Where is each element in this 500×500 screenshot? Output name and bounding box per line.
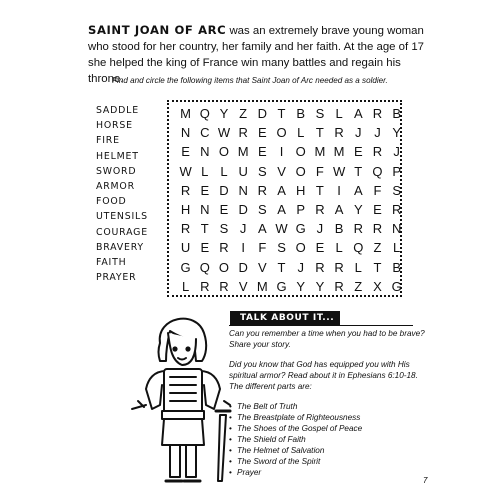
grid-letter[interactable]: G (276, 278, 287, 294)
grid-letter[interactable]: J (297, 259, 304, 275)
grid-letter[interactable]: A (277, 182, 286, 198)
grid-letter[interactable]: E (353, 144, 363, 160)
grid-letter[interactable]: J (374, 125, 381, 141)
grid-letter[interactable]: U (180, 240, 191, 256)
grid-row (176, 162, 406, 181)
bullet-icon: • (229, 413, 232, 422)
talk-question: Can you remember a time when you had to be brave? Share your story. (229, 329, 425, 349)
word-item: HORSE (96, 120, 133, 132)
grid-letter[interactable]: O (276, 125, 287, 141)
grid-letter[interactable]: B (296, 106, 306, 121)
grid-letter[interactable]: F (373, 182, 382, 198)
grid-letter[interactable]: W (179, 163, 192, 179)
grid-letter[interactable]: R (238, 125, 248, 141)
grid-letter[interactable]: R (334, 125, 344, 141)
grid-letter[interactable]: F (258, 240, 267, 256)
page-number: 7 (423, 476, 428, 485)
grid-letter[interactable]: R (334, 278, 344, 294)
grid-letter[interactable]: S (219, 221, 229, 237)
grid-letter[interactable]: L (354, 259, 362, 275)
grid-letter[interactable]: Y (353, 201, 363, 217)
word-item: FAITH (96, 256, 127, 268)
grid-letter[interactable]: L (220, 163, 228, 179)
grid-letter[interactable]: Y (296, 278, 306, 294)
grid-letter[interactable]: Z (239, 106, 248, 121)
grid-letter[interactable]: T (354, 163, 363, 179)
grid-letter[interactable]: M (256, 278, 268, 294)
grid-letter[interactable]: S (258, 201, 267, 217)
grid-letter[interactable]: H (180, 201, 191, 217)
grid-letter[interactable]: D (238, 201, 248, 217)
word-item: HELMET (96, 150, 139, 162)
grid-row (176, 123, 406, 142)
grid-letter[interactable]: S (392, 182, 401, 198)
grid-letter[interactable]: A (353, 182, 363, 198)
grid-row (176, 104, 406, 123)
grid-letter[interactable]: R (315, 259, 325, 275)
word-item: FIRE (96, 135, 120, 147)
grid-letter[interactable]: E (200, 240, 210, 256)
grid-row (176, 258, 406, 277)
armor-list-item: • The Shoes of the Gospel of Peace (229, 424, 363, 433)
grid-letter[interactable]: R (353, 221, 363, 237)
grid-letter[interactable]: R (180, 182, 191, 198)
grid-letter[interactable]: M (333, 144, 345, 160)
grid-letter[interactable]: R (372, 144, 383, 160)
grid-letter[interactable]: J (316, 221, 324, 237)
word-item: SADDLE (96, 105, 139, 116)
grid-letter[interactable]: E (258, 144, 267, 160)
word-item: ARMOR (96, 180, 135, 192)
grid-letter[interactable]: E (200, 182, 210, 198)
bullet-icon: • (229, 435, 232, 444)
grid-letter[interactable]: E (181, 144, 190, 160)
grid-letter[interactable]: Q (372, 163, 383, 179)
grid-letter[interactable]: P (392, 163, 401, 179)
armor-list-item: • The Breastplate of Righteousness (229, 413, 361, 422)
grid-letter[interactable]: M (237, 144, 249, 160)
grid-letter[interactable]: A (353, 106, 363, 121)
grid-letter[interactable]: W (275, 221, 288, 237)
intro-lead: SAINT JOAN OF ARC (88, 23, 227, 37)
grid-letter[interactable]: G (295, 221, 306, 237)
word-item: FOOD (96, 196, 127, 208)
grid-letter[interactable]: T (315, 125, 324, 141)
grid-letter[interactable]: D (219, 182, 229, 198)
grid-letter[interactable]: T (315, 182, 324, 198)
grid-letter[interactable]: Q (199, 106, 210, 121)
grid-letter[interactable]: I (241, 240, 245, 256)
grid-letter[interactable]: J (239, 221, 247, 237)
grid-letter[interactable]: H (296, 182, 306, 198)
grid-letter[interactable]: A (277, 201, 286, 217)
grid-letter[interactable]: R (372, 106, 383, 121)
grid-letter[interactable]: D (257, 106, 268, 121)
grid-letter[interactable]: D (238, 259, 248, 275)
bullet-icon: • (229, 402, 232, 411)
word-item: UTENSILS (96, 211, 148, 223)
grid-letter[interactable]: J (393, 144, 400, 160)
grid-letter[interactable]: S (277, 240, 286, 256)
grid-letter[interactable]: R (200, 278, 210, 294)
grid-letter[interactable]: V (238, 278, 248, 294)
grid-letter[interactable]: N (391, 221, 402, 237)
grid-letter[interactable]: W (217, 125, 231, 141)
talk-section (229, 328, 425, 478)
grid-row (176, 238, 406, 257)
grid-letter[interactable]: Y (315, 278, 325, 294)
grid-letter[interactable]: F (315, 163, 324, 179)
grid-letter[interactable]: E (315, 240, 325, 256)
grid-letter[interactable]: R (219, 278, 229, 294)
grid-letter[interactable]: I (337, 182, 341, 198)
grid-letter[interactable]: R (315, 201, 325, 217)
grid-letter[interactable]: R (372, 221, 383, 237)
grid-letter[interactable]: T (373, 259, 382, 275)
grid-letter[interactable]: N (180, 125, 191, 141)
grid-letter[interactable]: R (334, 259, 344, 275)
grid-row (176, 142, 406, 161)
grid-letter[interactable]: L (181, 278, 190, 294)
grid-letter[interactable]: T (277, 106, 286, 121)
grid-letter[interactable]: O (218, 144, 230, 160)
grid-letter[interactable]: O (295, 144, 306, 160)
grid-letter[interactable]: Z (373, 240, 382, 256)
grid-letter[interactable]: C (200, 125, 210, 141)
grid-letter[interactable]: E (373, 201, 382, 217)
grid-letter[interactable]: B (392, 106, 401, 121)
bullet-icon: • (229, 468, 232, 477)
grid-letter[interactable]: J (355, 125, 362, 141)
grid-letter[interactable]: B (392, 259, 401, 275)
grid-letter[interactable]: O (218, 259, 230, 275)
grid-letter[interactable]: S (315, 106, 325, 121)
joan-of-arc-illustration (126, 305, 236, 495)
grid-letter[interactable]: S (258, 163, 267, 179)
talk-about-it-badge: TALK ABOUT IT... (230, 311, 340, 325)
grid-letter[interactable]: O (295, 163, 306, 179)
grid-row (176, 181, 406, 200)
grid-letter[interactable]: V (277, 163, 286, 179)
grid-letter[interactable]: V (258, 259, 267, 275)
grid-letter[interactable]: M (180, 106, 192, 121)
grid-row (176, 219, 406, 238)
armor-list-item: • The Belt of Truth (229, 402, 298, 411)
bullet-icon: • (229, 446, 232, 455)
grid-letter[interactable]: A (258, 221, 267, 237)
grid-letter[interactable]: L (297, 125, 305, 141)
grid-letter[interactable]: P (296, 201, 306, 217)
grid-letter[interactable]: G (180, 259, 191, 275)
grid-letter[interactable]: W (332, 163, 346, 179)
grid-letter[interactable]: T (277, 259, 286, 275)
grid-letter[interactable]: E (258, 125, 267, 141)
grid-letter[interactable]: Q (199, 259, 210, 275)
grid-letter[interactable]: R (219, 240, 229, 256)
bullet-icon: • (229, 424, 232, 433)
grid-letter[interactable]: N (200, 201, 210, 217)
word-item: PRAYER (96, 272, 137, 284)
grid-letter[interactable]: L (201, 163, 209, 179)
grid-letter[interactable]: E (219, 201, 229, 217)
grid-letter[interactable]: A (334, 201, 344, 217)
grid-letter[interactable]: G (391, 278, 402, 294)
grid-letter[interactable]: X (373, 278, 382, 294)
word-item: COURAGE (96, 226, 148, 238)
grid-letter[interactable]: Z (354, 278, 363, 294)
intro-body: was an extremely brave young woman who stood for her country, her family and her faith. At the age of 17 she helped the king of France win many battles and regain his throne. (88, 25, 425, 85)
word-search-grid (176, 104, 406, 296)
grid-letter[interactable]: M (314, 144, 326, 160)
armor-list-item: • The Shield of Faith (229, 435, 306, 444)
grid-letter[interactable]: L (335, 240, 343, 256)
grid-letter[interactable]: T (200, 221, 209, 237)
grid-letter[interactable]: Y (392, 125, 401, 141)
grid-letter[interactable]: Q (353, 240, 364, 256)
grid-letter[interactable]: R (180, 221, 191, 237)
bullet-icon: • (229, 457, 232, 466)
grid-letter[interactable]: L (393, 240, 401, 256)
armor-list (229, 401, 425, 478)
armor-list-item: • Prayer (229, 468, 262, 477)
grid-letter[interactable]: U (238, 163, 248, 179)
grid-letter[interactable]: Y (219, 106, 229, 121)
grid-letter[interactable]: L (335, 106, 343, 121)
instructions: Find and circle the following items that Saint Joan of Arc needed as a soldier. (112, 76, 388, 85)
grid-letter[interactable]: B (334, 221, 344, 237)
word-item: BRAVERY (96, 241, 144, 253)
word-list (96, 103, 148, 285)
grid-letter[interactable]: O (295, 240, 306, 256)
armor-list-item: • The Sword of the Spirit (229, 457, 321, 466)
grid-row (176, 277, 406, 296)
grid-letter[interactable]: R (391, 201, 402, 217)
armor-intro: Did you know that God has equipped you with His spiritual armor? Read about it in Ephesians 6:10-18. The different parts are: (229, 360, 418, 391)
grid-letter[interactable]: N (200, 144, 210, 160)
grid-row (176, 200, 406, 219)
armor-list-item: • The Helmet of Salvation (229, 446, 325, 455)
grid-letter[interactable]: R (257, 182, 268, 198)
talk-divider (229, 325, 413, 326)
grid-letter[interactable]: N (238, 182, 248, 198)
grid-letter[interactable]: I (279, 144, 284, 160)
word-item: SWORD (96, 165, 137, 177)
